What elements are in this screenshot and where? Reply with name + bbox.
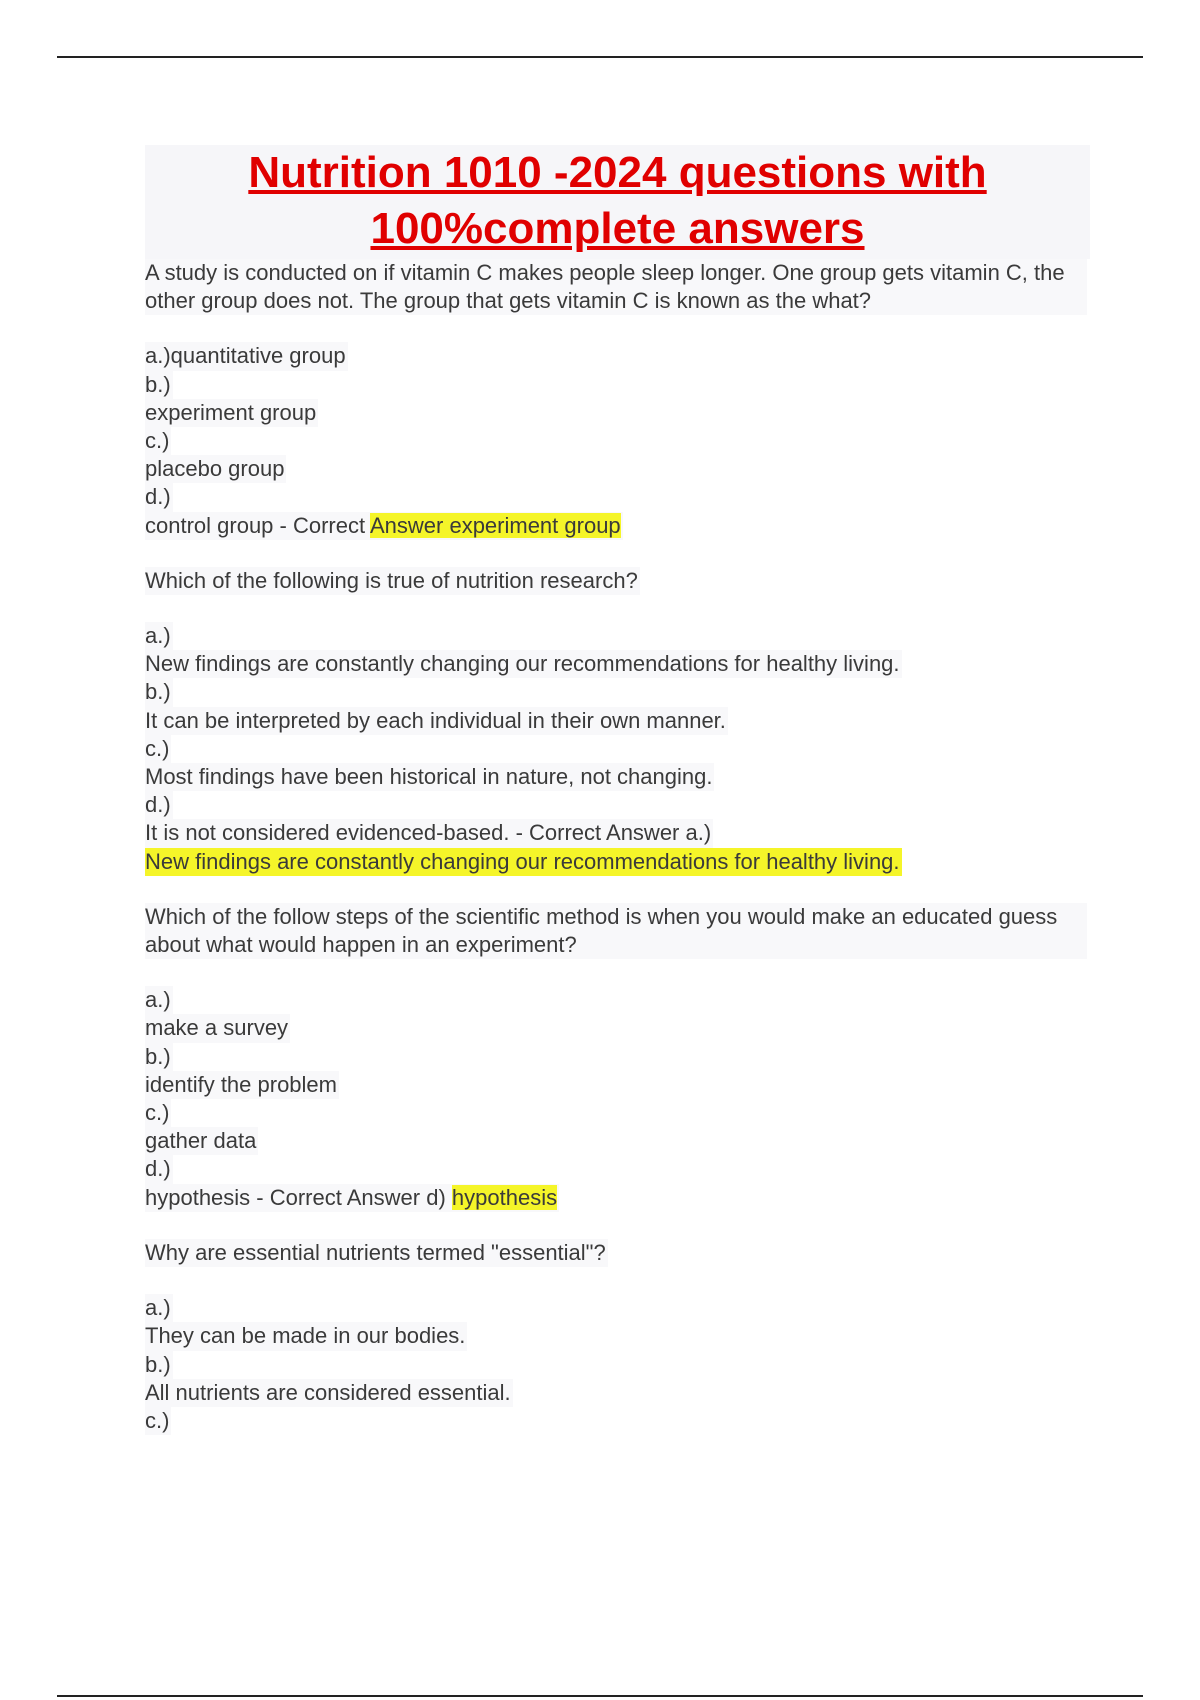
- footer-rule: [57, 1695, 1143, 1697]
- option-c: gather data: [145, 1127, 258, 1155]
- question-3: [145, 903, 1090, 1212]
- option-b-label: b.): [145, 1043, 173, 1071]
- option-a: New findings are constantly changing our recommendations for healthy living.: [145, 650, 902, 678]
- option-b: All nutrients are considered essential.: [145, 1379, 513, 1407]
- option-c-label: c.): [145, 427, 171, 455]
- option-c-label: c.): [145, 735, 171, 763]
- option-d: It is not considered evidenced-based. - Correct Answer a.): [145, 819, 713, 847]
- question-text: Which of the following is true of nutrition research?: [145, 567, 640, 595]
- option-a: a.)quantitative group: [145, 342, 348, 370]
- option-b-label: b.): [145, 1351, 173, 1379]
- option-c: Most findings have been historical in nature, not changing.: [145, 763, 714, 791]
- highlighted-answer: New findings are constantly changing our recommendations for healthy living.: [145, 848, 902, 876]
- option-c-label: c.): [145, 1407, 171, 1435]
- document-title: Nutrition 1010 -2024 questions with 100%complete answers: [145, 145, 1090, 259]
- option-d-label: d.): [145, 1155, 173, 1183]
- header-rule: [57, 56, 1143, 58]
- document-body: [145, 145, 1090, 1435]
- question-2: [145, 567, 1090, 876]
- question-1: [145, 259, 1090, 540]
- highlighted-answer: hypothesis: [451, 1184, 558, 1210]
- option-b-label: b.): [145, 678, 173, 706]
- highlighted-answer: Answer experiment group: [369, 512, 621, 538]
- option-c-label: c.): [145, 1099, 171, 1127]
- question-4: [145, 1239, 1090, 1435]
- question-text: A study is conducted on if vitamin C makes people sleep longer. One group gets vitamin C, the other group does not. The group that gets vitamin C is known as the what?: [145, 259, 1087, 315]
- question-text: Which of the follow steps of the scientific method is when you would make an educated guess about what would happen in an experiment?: [145, 903, 1087, 959]
- option-a: They can be made in our bodies.: [145, 1322, 467, 1350]
- option-d: [145, 1184, 559, 1212]
- option-b: It can be interpreted by each individual in their own manner.: [145, 707, 728, 735]
- option-a: make a survey: [145, 1014, 290, 1042]
- option-a-label: a.): [145, 622, 173, 650]
- option-a-label: a.): [145, 1294, 173, 1322]
- option-d: [145, 512, 623, 540]
- option-c: placebo group: [145, 455, 286, 483]
- option-b-label: b.): [145, 371, 173, 399]
- option-a-label: a.): [145, 986, 173, 1014]
- option-d-label: d.): [145, 483, 173, 511]
- option-b: identify the problem: [145, 1071, 339, 1099]
- option-d-text: hypothesis - Correct Answer d): [145, 1184, 452, 1210]
- option-d-text: control group - Correct: [145, 512, 370, 538]
- option-d-label: d.): [145, 791, 173, 819]
- option-b: experiment group: [145, 399, 318, 427]
- question-text: Why are essential nutrients termed "essential"?: [145, 1239, 608, 1267]
